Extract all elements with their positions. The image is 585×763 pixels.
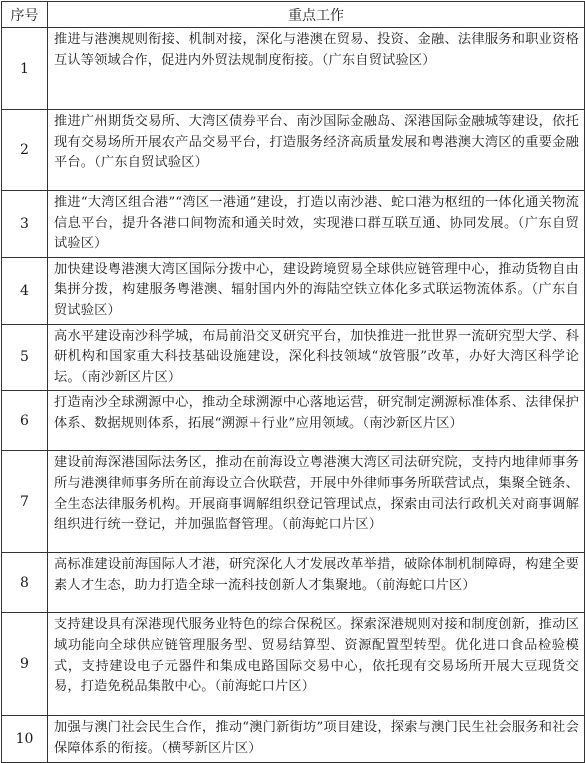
row-text: 高水平建设南沙科学城，布局前沿交叉研究平台，加快推进一批世界一流研究型大学、科研机构和国家重大科技基础设施建设，深化科技领域“放管服”改革，办好大湾区科学论坛。（南沙新区片区）	[48, 324, 585, 391]
header-serial-number: 序号	[2, 2, 48, 28]
row-number: 9	[2, 613, 48, 716]
row-number: 5	[2, 324, 48, 391]
table-header-row	[2, 2, 585, 28]
row-number: 10	[2, 716, 48, 762]
row-text: 推进与港澳规则衔接、机制对接，深化与港澳在贸易、投资、金融、法律服务和职业资格互认等领域合作，促进内外贸法规制度衔接。（广东自贸试验区）	[48, 28, 585, 110]
table-row	[2, 391, 585, 451]
table-row	[2, 324, 585, 391]
row-text: 加快建设粤港澳大湾区国际分拨中心，建设跨境贸易全球供应链管理中心，推动货物自由集拼分拨，构建服务粤港澳、辐射国内外的海陆空铁立体化多式联运物流体系。（广东自贸试验区）	[48, 257, 585, 324]
table-row	[2, 716, 585, 762]
row-number: 2	[2, 110, 48, 191]
row-number: 4	[2, 257, 48, 324]
row-number: 3	[2, 191, 48, 258]
table-row	[2, 191, 585, 258]
row-text: 加强与澳门社会民生合作，推动“澳门新街坊”项目建设，探索与澳门民生社会服务和社会保障体系的衔接。（横琴新区片区）	[48, 716, 585, 762]
row-text: 推进广州期货交易所、大湾区债券平台、南沙国际金融岛、深港国际金融城等建设，依托现有交易场所开展农产品交易平台，打造服务经济高质量发展和粤港澳大湾区的重要金融平台。（广东自贸试验区）	[48, 110, 585, 191]
row-text: 高标准建设前海国际人才港，研究深化人才发展改革举措，破除体制机制障碍，构建全要素人才生态，助力打造全球一流科技创新人才集聚地。（前海蛇口片区）	[48, 553, 585, 613]
header-key-work: 重点工作	[48, 2, 585, 28]
row-number: 7	[2, 451, 48, 553]
row-number: 8	[2, 553, 48, 613]
row-text: 建设前海深港国际法务区，推动在前海设立粤港澳大湾区司法研究院，支持内地律师事务所与港澳律师事务所在前海设立合伙联营，开展中外律师事务所联营试点，集聚全链条、全生态法律服务机构。开展商事调解组织登记管理试点，探索由司法行政机关对商事调解组织进行统一登记，并加强监督管理。（前海蛇口片区）	[48, 451, 585, 553]
row-text: 推进“大湾区组合港”“湾区一港通”建设，打造以南沙港、蛇口港为枢纽的一体化通关物流信息平台，提升各港口间物流和通关时效，实现港口群互联互通、协同发展。（广东自贸试验区）	[48, 191, 585, 258]
table-row	[2, 553, 585, 613]
row-number: 6	[2, 391, 48, 451]
table-row	[2, 28, 585, 110]
table-row	[2, 451, 585, 553]
row-text: 打造南沙全球溯源中心，推动全球溯源中心落地运营，研究制定溯源标准体系、法律保护体系、数据规则体系，拓展“溯源＋行业”应用领域。（南沙新区片区）	[48, 391, 585, 451]
row-number: 1	[2, 28, 48, 110]
table-row	[2, 613, 585, 716]
row-text: 支持建设具有深港现代服务业特色的综合保税区。探索深港规则对接和制度创新，推动区域功能向全球供应链管理服务型、贸易结算型、资源配置型转型。优化进口食品检验模式，支持建设电子元器件和集成电路国际交易中心，依托现有交易场所开展大豆现货交易，打造免税品集散中心。（前海蛇口片区）	[48, 613, 585, 716]
key-work-table	[1, 1, 585, 763]
table-row	[2, 257, 585, 324]
table-row	[2, 110, 585, 191]
